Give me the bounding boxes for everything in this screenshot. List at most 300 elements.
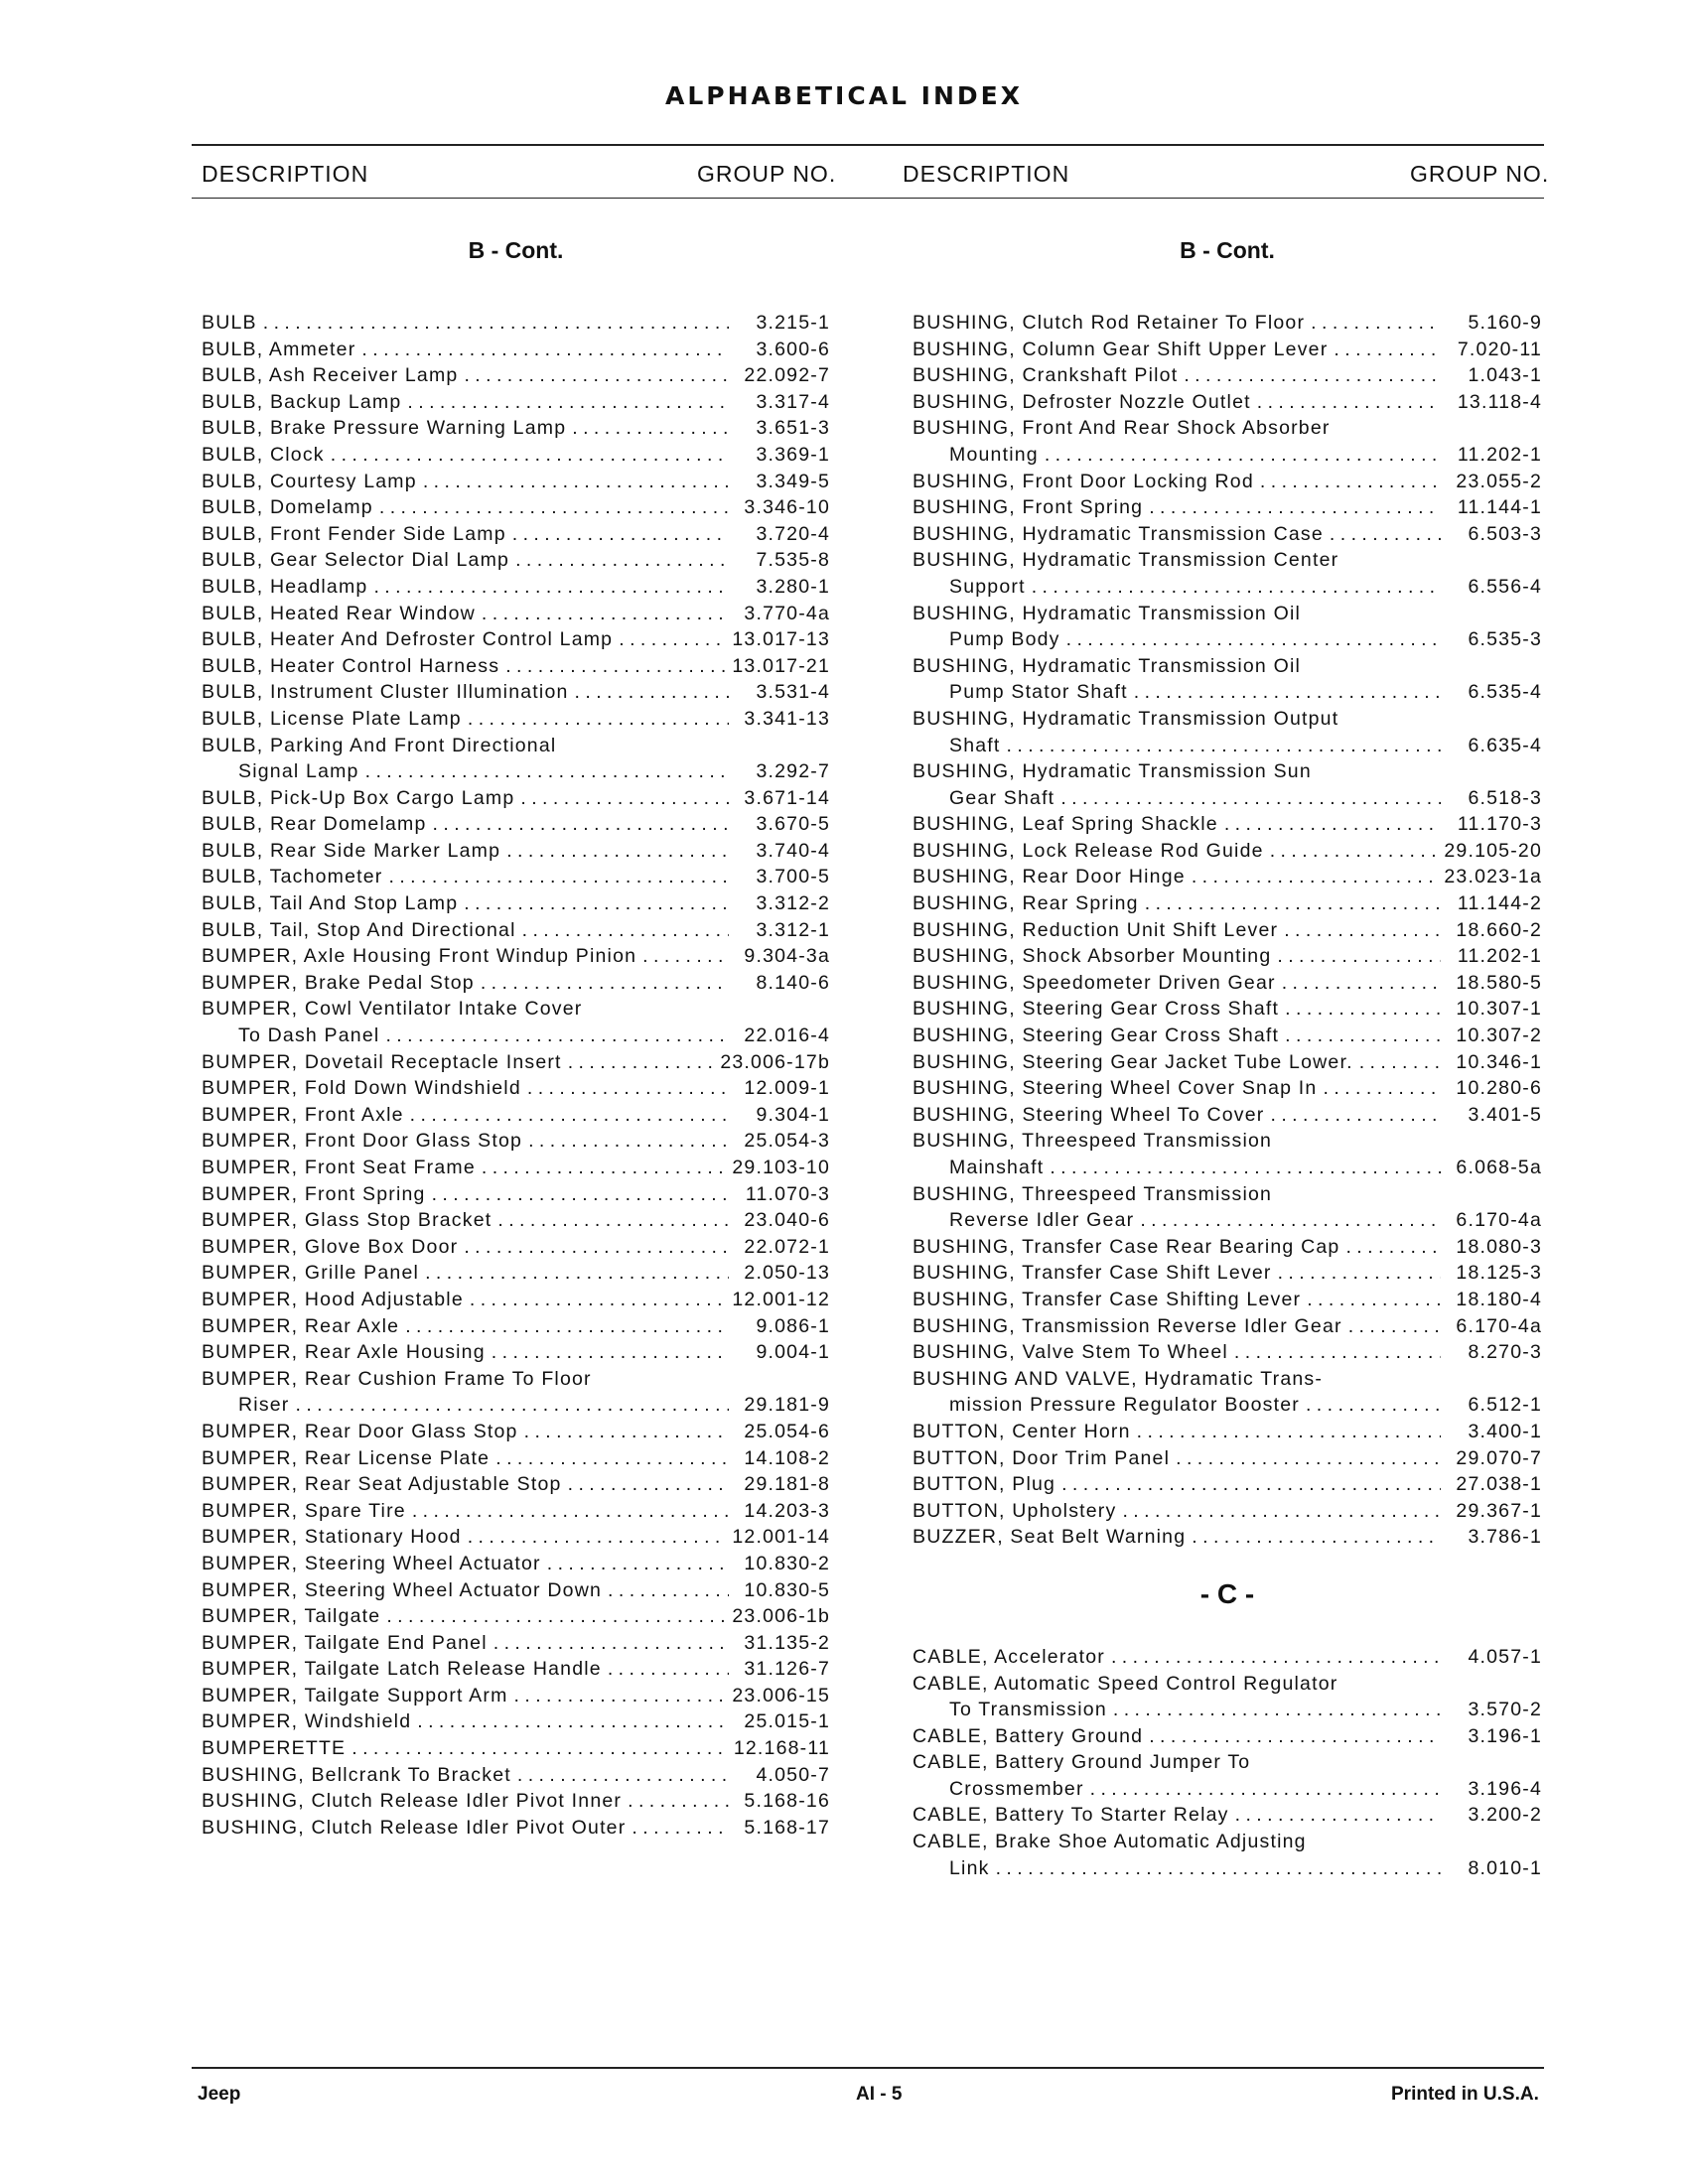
index-entry-line	[913, 1392, 1542, 1419]
entry-group-number: 3.401-5	[1468, 1103, 1542, 1126]
index-entry-line	[202, 996, 830, 1023]
index-entry	[202, 1128, 830, 1155]
entry-group-number: 3.196-1	[1468, 1724, 1542, 1747]
entry-description: BUMPER, Dovetail Receptacle Insert	[202, 1050, 562, 1073]
index-entry-line	[202, 1181, 830, 1208]
dot-leader	[331, 442, 729, 469]
index-entry-line	[202, 1708, 830, 1735]
dot-leader	[1113, 1697, 1441, 1723]
entry-group-number: 10.830-5	[744, 1578, 830, 1601]
header-top-rule	[192, 144, 1544, 146]
entry-description: CABLE, Battery To Starter Relay	[913, 1804, 1229, 1827]
dot-leader	[432, 1181, 729, 1208]
entry-description: BULB, Tachometer	[202, 866, 383, 888]
entry-group-number: 8.140-6	[756, 971, 830, 994]
entry-description: BUMPER, Rear Door Glass Stop	[202, 1420, 518, 1442]
entry-description: BULB, Domelamp	[202, 496, 373, 519]
index-entry	[202, 811, 830, 838]
dot-leader	[1149, 1723, 1441, 1750]
entry-group-number: 3.570-2	[1468, 1699, 1542, 1721]
dot-leader	[1137, 1419, 1441, 1445]
entry-group-number: 10.280-6	[1456, 1077, 1542, 1100]
entry-group-number: 3.670-5	[756, 813, 830, 836]
entry-group-number: 3.200-2	[1468, 1804, 1542, 1827]
index-entry	[913, 1287, 1542, 1313]
entry-description: BUSHING, Threespeed Transmission	[913, 1182, 1273, 1205]
index-entry-line	[913, 547, 1542, 574]
index-entry-line	[202, 1234, 830, 1261]
dot-leader	[464, 1234, 729, 1261]
entry-list	[202, 310, 830, 1841]
dot-leader	[1235, 1802, 1441, 1829]
entry-group-number: 6.535-3	[1468, 628, 1542, 651]
entry-group-number: 29.105-20	[1444, 839, 1542, 862]
index-entry	[202, 838, 830, 865]
entry-description: Mainshaft	[949, 1157, 1045, 1178]
dot-leader	[481, 970, 729, 997]
index-entry-line	[913, 1697, 1542, 1723]
index-entry	[913, 1471, 1542, 1498]
index-entry	[202, 1471, 830, 1498]
index-entry-line	[202, 1339, 830, 1366]
entry-group-number: 29.103-10	[732, 1157, 830, 1178]
index-entry	[202, 1155, 830, 1181]
entry-description: BULB, Ammeter	[202, 338, 356, 360]
entry-description: BUZZER, Seat Belt Warning	[913, 1526, 1187, 1549]
entry-description: BULB, Ash Receiver Lamp	[202, 364, 459, 387]
entry-group-number: 3.720-4	[756, 522, 830, 545]
index-entry-line	[913, 838, 1542, 865]
entry-description: BUSHING, Steering Wheel Cover Snap In	[913, 1077, 1318, 1100]
entry-description: BUSHING, Transfer Case Shift Lever	[913, 1262, 1272, 1285]
index-entry	[913, 337, 1542, 363]
dot-leader	[1234, 1339, 1441, 1366]
entry-group-number: 29.367-1	[1456, 1499, 1542, 1522]
dot-leader	[468, 706, 729, 733]
index-entry	[913, 601, 1542, 653]
index-entry	[913, 996, 1542, 1023]
entry-group-number: 23.055-2	[1456, 470, 1542, 492]
entry-group-number: 3.292-7	[756, 760, 830, 783]
entry-description: BUMPER, Fold Down Windshield	[202, 1077, 521, 1100]
entry-group-number: 3.400-1	[1468, 1420, 1542, 1442]
index-entry	[913, 1802, 1542, 1829]
entry-group-number: 25.015-1	[744, 1710, 830, 1733]
entry-group-number: 3.196-4	[1468, 1777, 1542, 1800]
index-entry-line	[202, 758, 830, 785]
entry-description: Link	[949, 1856, 990, 1879]
dot-leader	[1285, 996, 1441, 1023]
entry-description: BUMPER, Spare Tire	[202, 1499, 406, 1522]
index-entry-line	[913, 1644, 1542, 1671]
entry-description: BULB, Instrument Cluster Illumination	[202, 681, 569, 704]
dot-leader	[524, 1419, 729, 1445]
index-entry	[202, 1815, 830, 1842]
index-entry-line	[202, 626, 830, 653]
dot-leader	[412, 1498, 729, 1525]
index-entry-line	[913, 362, 1542, 389]
index-entry	[202, 1498, 830, 1525]
entry-description: BUSHING AND VALVE, Hydramatic Trans-	[913, 1367, 1324, 1390]
entry-description: BULB, Brake Pressure Warning Lamp	[202, 417, 567, 440]
dot-leader	[1061, 1471, 1441, 1498]
entry-description: BUSHING, Hydramatic Transmission Output	[913, 707, 1339, 730]
dot-leader	[492, 1339, 729, 1366]
dot-leader	[568, 1049, 715, 1076]
dot-leader	[528, 1128, 729, 1155]
dot-leader	[464, 890, 729, 917]
index-entry	[913, 706, 1542, 758]
index-entry-line	[913, 521, 1542, 548]
index-entry	[913, 838, 1542, 865]
entry-group-number: 22.092-7	[744, 364, 830, 387]
index-entry-line	[913, 310, 1542, 337]
entry-description: BUTTON, Center Horn	[913, 1420, 1131, 1442]
dot-leader	[1111, 1644, 1441, 1671]
index-entry-line	[202, 1683, 830, 1709]
entry-description: Mounting	[949, 443, 1039, 466]
index-entry	[202, 1260, 830, 1287]
index-entry	[202, 1788, 830, 1815]
entry-group-number: 11.202-1	[1457, 443, 1542, 466]
index-entry-line	[202, 601, 830, 627]
index-entry-line	[202, 1313, 830, 1340]
entry-description: BULB, Rear Side Marker Lamp	[202, 839, 501, 862]
index-entry-line	[913, 864, 1542, 890]
index-entry-line	[913, 1829, 1542, 1855]
index-entry-line	[913, 811, 1542, 838]
index-entry-line	[913, 758, 1542, 785]
dot-leader	[1348, 1313, 1441, 1340]
index-entry-line	[913, 733, 1542, 759]
dot-leader	[464, 362, 729, 389]
entry-description: BULB, Heater Control Harness	[202, 654, 500, 677]
entry-description: BUSHING, Transfer Case Rear Bearing Cap	[913, 1235, 1340, 1258]
entry-group-number: 5.168-17	[744, 1816, 830, 1839]
entry-group-number: 4.057-1	[1468, 1645, 1542, 1668]
index-entry-line	[202, 362, 830, 389]
index-entry	[202, 494, 830, 521]
entry-description: BULB, Gear Selector Dial Lamp	[202, 549, 510, 572]
left-index-column	[202, 234, 830, 1841]
entry-group-number: 18.660-2	[1456, 918, 1542, 941]
section-heading-b-cont: B - Cont.	[468, 237, 564, 263]
index-entry-line	[913, 890, 1542, 917]
dot-leader	[1278, 1260, 1441, 1287]
entry-group-number: 22.072-1	[744, 1235, 830, 1258]
dot-leader	[575, 679, 729, 706]
entry-group-number: 6.170-4a	[1456, 1314, 1542, 1337]
index-entry-line	[913, 1498, 1542, 1525]
index-entry	[202, 415, 830, 442]
entry-description: BUSHING, Hydramatic Transmission Oil	[913, 602, 1302, 624]
index-entry	[202, 521, 830, 548]
dot-leader	[410, 1102, 729, 1129]
index-entry	[202, 679, 830, 706]
index-entry	[202, 1075, 830, 1102]
page-number: AI - 5	[856, 2084, 903, 2105]
index-entry	[913, 415, 1542, 468]
section-heading-c: - C -	[1199, 1577, 1255, 1609]
index-entry-line	[202, 785, 830, 812]
entry-group-number: 9.304-1	[756, 1103, 830, 1126]
entry-group-number: 5.160-9	[1468, 312, 1542, 334]
entry-group-number: 11.202-1	[1457, 945, 1542, 968]
entry-group-number: 12.168-11	[733, 1737, 830, 1760]
entry-group-number: 11.170-3	[1457, 813, 1542, 836]
index-entry	[913, 758, 1542, 811]
entry-description: BUSHING, Column Gear Shift Upper Lever	[913, 338, 1329, 360]
index-entry-line	[913, 1207, 1542, 1234]
index-entry	[913, 1260, 1542, 1287]
dot-leader	[389, 864, 729, 890]
index-entry	[202, 389, 830, 416]
entry-description: BUSHING, Transmission Reverse Idler Gear	[913, 1314, 1342, 1337]
dot-leader	[512, 521, 729, 548]
entry-description: BUSHING, Hydramatic Transmission Oil	[913, 654, 1302, 677]
index-entry	[913, 469, 1542, 495]
index-entry	[202, 1234, 830, 1261]
dot-leader	[1359, 1049, 1441, 1076]
index-entry	[913, 1524, 1542, 1551]
entry-description: BUSHING, Front Spring	[913, 496, 1144, 519]
index-entry-line	[913, 1128, 1542, 1155]
entry-group-number: 3.600-6	[756, 338, 830, 360]
entry-description: BUTTON, Door Trim Panel	[913, 1446, 1171, 1469]
entry-group-number: 1.043-1	[1468, 364, 1542, 387]
dot-leader	[425, 1260, 729, 1287]
entry-description: BUMPER, Hood Adjustable	[202, 1288, 464, 1310]
dot-leader	[642, 943, 729, 970]
index-entry-line	[913, 626, 1542, 653]
entry-group-number: 7.535-8	[756, 549, 830, 572]
entry-description: Gear Shaft	[949, 786, 1055, 809]
index-entry-line	[202, 679, 830, 706]
index-entry-line	[913, 1339, 1542, 1366]
dot-leader	[608, 1656, 729, 1683]
dot-leader	[1282, 970, 1441, 997]
dot-leader	[1285, 1023, 1441, 1049]
entry-description: BUMPERETTE	[202, 1737, 347, 1760]
dot-leader	[1140, 1207, 1441, 1234]
dot-leader	[1334, 337, 1441, 363]
entry-description: BUSHING, Rear Spring	[913, 892, 1139, 915]
index-entry-line	[202, 1207, 830, 1234]
index-entry-line	[202, 653, 830, 680]
dot-leader	[1122, 1498, 1441, 1525]
entry-description: BUMPER, Front Door Glass Stop	[202, 1130, 523, 1153]
entry-group-number: 2.050-13	[744, 1262, 830, 1285]
index-entry	[913, 494, 1542, 521]
dot-leader	[1257, 389, 1441, 416]
index-entry	[913, 1644, 1542, 1671]
index-entry-line	[202, 1049, 830, 1076]
index-entry	[913, 1128, 1542, 1180]
footer-brand: Jeep	[198, 2084, 241, 2105]
index-entry-line	[913, 1287, 1542, 1313]
entry-description: BULB, Front Fender Side Lamp	[202, 522, 506, 545]
index-entry-line	[913, 996, 1542, 1023]
dot-leader	[1307, 1287, 1441, 1313]
entry-description: CABLE, Accelerator	[913, 1645, 1105, 1668]
entry-group-number: 3.317-4	[756, 390, 830, 413]
dot-leader	[505, 653, 726, 680]
entry-description: BUMPER, Steering Wheel Actuator	[202, 1552, 541, 1574]
index-entry-line	[202, 1075, 830, 1102]
entry-group-number: 13.118-4	[1457, 390, 1542, 413]
index-entry	[913, 1049, 1542, 1076]
entry-group-number: 29.181-8	[744, 1473, 830, 1496]
index-entry	[202, 917, 830, 944]
index-entry-line	[913, 601, 1542, 627]
index-entry	[913, 1366, 1542, 1419]
entry-description: CABLE, Battery Ground	[913, 1724, 1144, 1747]
index-entry-line	[913, 1445, 1542, 1472]
entry-description: BUSHING, Bellcrank To Bracket	[202, 1763, 511, 1786]
index-entry-line	[202, 1445, 830, 1472]
index-entry	[202, 1049, 830, 1076]
entry-description: BUMPER, Front Axle	[202, 1103, 404, 1126]
right-index-column	[913, 234, 1542, 1881]
dot-leader	[493, 1630, 729, 1657]
index-entry-line	[202, 1287, 830, 1313]
index-entry-line	[202, 1524, 830, 1551]
index-entry-line	[202, 442, 830, 469]
entry-group-number: 3.671-14	[744, 786, 830, 809]
entry-description: BUMPER, Rear Cushion Frame To Floor	[202, 1367, 592, 1390]
index-entry	[202, 1181, 830, 1208]
entry-group-number: 14.108-2	[744, 1446, 830, 1469]
dot-leader	[1050, 1155, 1441, 1181]
entry-description: BUSHING, Defroster Nozzle Outlet	[913, 390, 1251, 413]
index-entry	[913, 547, 1542, 600]
index-entry	[202, 547, 830, 574]
dot-leader	[1277, 943, 1441, 970]
index-entry	[913, 1498, 1542, 1525]
dot-leader	[1184, 362, 1441, 389]
index-entry	[913, 970, 1542, 997]
index-entry-line	[202, 310, 830, 337]
entry-group-number: 13.017-13	[732, 628, 830, 651]
dot-leader	[517, 1762, 729, 1789]
entry-description: BUSHING, Hydramatic Transmission Sun	[913, 760, 1312, 783]
index-entry	[202, 362, 830, 389]
index-entry-line	[913, 1260, 1542, 1287]
entry-description: BUSHING, Steering Gear Cross Shaft	[913, 1024, 1280, 1047]
index-entry	[913, 1671, 1542, 1723]
entry-description: BULB, Clock	[202, 443, 325, 466]
index-entry	[202, 337, 830, 363]
index-entry-line	[913, 1776, 1542, 1803]
entry-group-number: 3.312-2	[756, 892, 830, 915]
dot-leader	[515, 547, 729, 574]
entry-description: BULB, Tail, Stop And Directional	[202, 918, 516, 941]
entry-description: Pump Stator Shaft	[949, 681, 1128, 704]
dot-leader	[433, 811, 729, 838]
entry-description: BULB, Headlamp	[202, 575, 368, 598]
index-entry	[202, 1419, 830, 1445]
entry-group-number: 10.830-2	[744, 1552, 830, 1574]
footer-rule	[192, 2067, 1544, 2069]
entry-description: BULB, Courtesy Lamp	[202, 470, 417, 492]
index-entry-line	[913, 1366, 1542, 1393]
entry-group-number: 3.341-13	[744, 707, 830, 730]
entry-group-number: 10.346-1	[1456, 1050, 1542, 1073]
index-entry-line	[202, 1762, 830, 1789]
index-entry-line	[913, 337, 1542, 363]
page-title: ALPHABETICAL INDEX	[664, 81, 1024, 110]
index-entry	[202, 943, 830, 970]
index-entry	[202, 864, 830, 890]
dot-leader	[996, 1855, 1441, 1882]
index-entry-line	[913, 1313, 1542, 1340]
dot-leader	[1060, 785, 1441, 812]
dot-leader	[520, 785, 729, 812]
entry-group-number: 18.180-4	[1456, 1288, 1542, 1310]
dot-leader	[572, 415, 729, 442]
index-entry	[202, 601, 830, 627]
entry-description: BUTTON, Upholstery	[913, 1499, 1117, 1522]
index-entry	[913, 1075, 1542, 1102]
dot-leader	[373, 574, 729, 601]
index-entry-line	[913, 1419, 1542, 1445]
entry-description: BUMPER, Stationary Hood	[202, 1526, 462, 1549]
index-entry-line	[202, 1392, 830, 1419]
index-entry	[913, 917, 1542, 944]
index-entry	[202, 1683, 830, 1709]
dot-leader	[1032, 574, 1441, 601]
index-entry-line	[913, 1723, 1542, 1750]
entry-group-number: 6.556-4	[1468, 575, 1542, 598]
dot-leader	[1271, 1102, 1442, 1129]
dot-leader	[1045, 442, 1441, 469]
index-entry-line	[202, 890, 830, 917]
entry-group-number: 3.215-1	[756, 312, 830, 334]
index-entry	[202, 706, 830, 733]
index-entry	[913, 1339, 1542, 1366]
index-entry-line	[913, 917, 1542, 944]
index-entry	[202, 1207, 830, 1234]
dot-leader	[497, 1207, 729, 1234]
entry-description: Riser	[238, 1394, 290, 1417]
entry-description: BUMPER, Tailgate	[202, 1605, 381, 1628]
entry-description: BULB, Heated Rear Window	[202, 602, 476, 624]
index-entry	[202, 469, 830, 495]
index-entry	[202, 1524, 830, 1551]
entry-group-number: 23.006-15	[732, 1684, 830, 1706]
entry-group-number: 29.181-9	[744, 1394, 830, 1417]
entry-group-number: 11.144-1	[1457, 496, 1542, 519]
entry-group-number: 9.004-1	[756, 1341, 830, 1364]
entry-group-number: 4.050-7	[756, 1763, 830, 1786]
footer-printed: Printed in U.S.A.	[1391, 2084, 1539, 2105]
entry-group-number: 23.040-6	[744, 1209, 830, 1232]
dot-leader	[1145, 890, 1441, 917]
index-entry	[913, 890, 1542, 917]
entry-description: BUTTON, Plug	[913, 1473, 1056, 1496]
index-entry	[913, 1445, 1542, 1472]
index-entry-line	[202, 337, 830, 363]
entry-description: BUSHING, Steering Gear Cross Shaft	[913, 998, 1280, 1021]
index-entry	[913, 1723, 1542, 1750]
index-entry	[913, 521, 1542, 548]
entry-description: BUSHING, Lock Release Rod Guide	[913, 839, 1264, 862]
dot-leader	[468, 1524, 727, 1551]
index-entry	[913, 811, 1542, 838]
entry-description: BUSHING, Steering Gear Jacket Tube Lower.	[913, 1050, 1353, 1073]
entry-group-number: 13.017-21	[732, 654, 830, 677]
index-entry-line	[202, 547, 830, 574]
